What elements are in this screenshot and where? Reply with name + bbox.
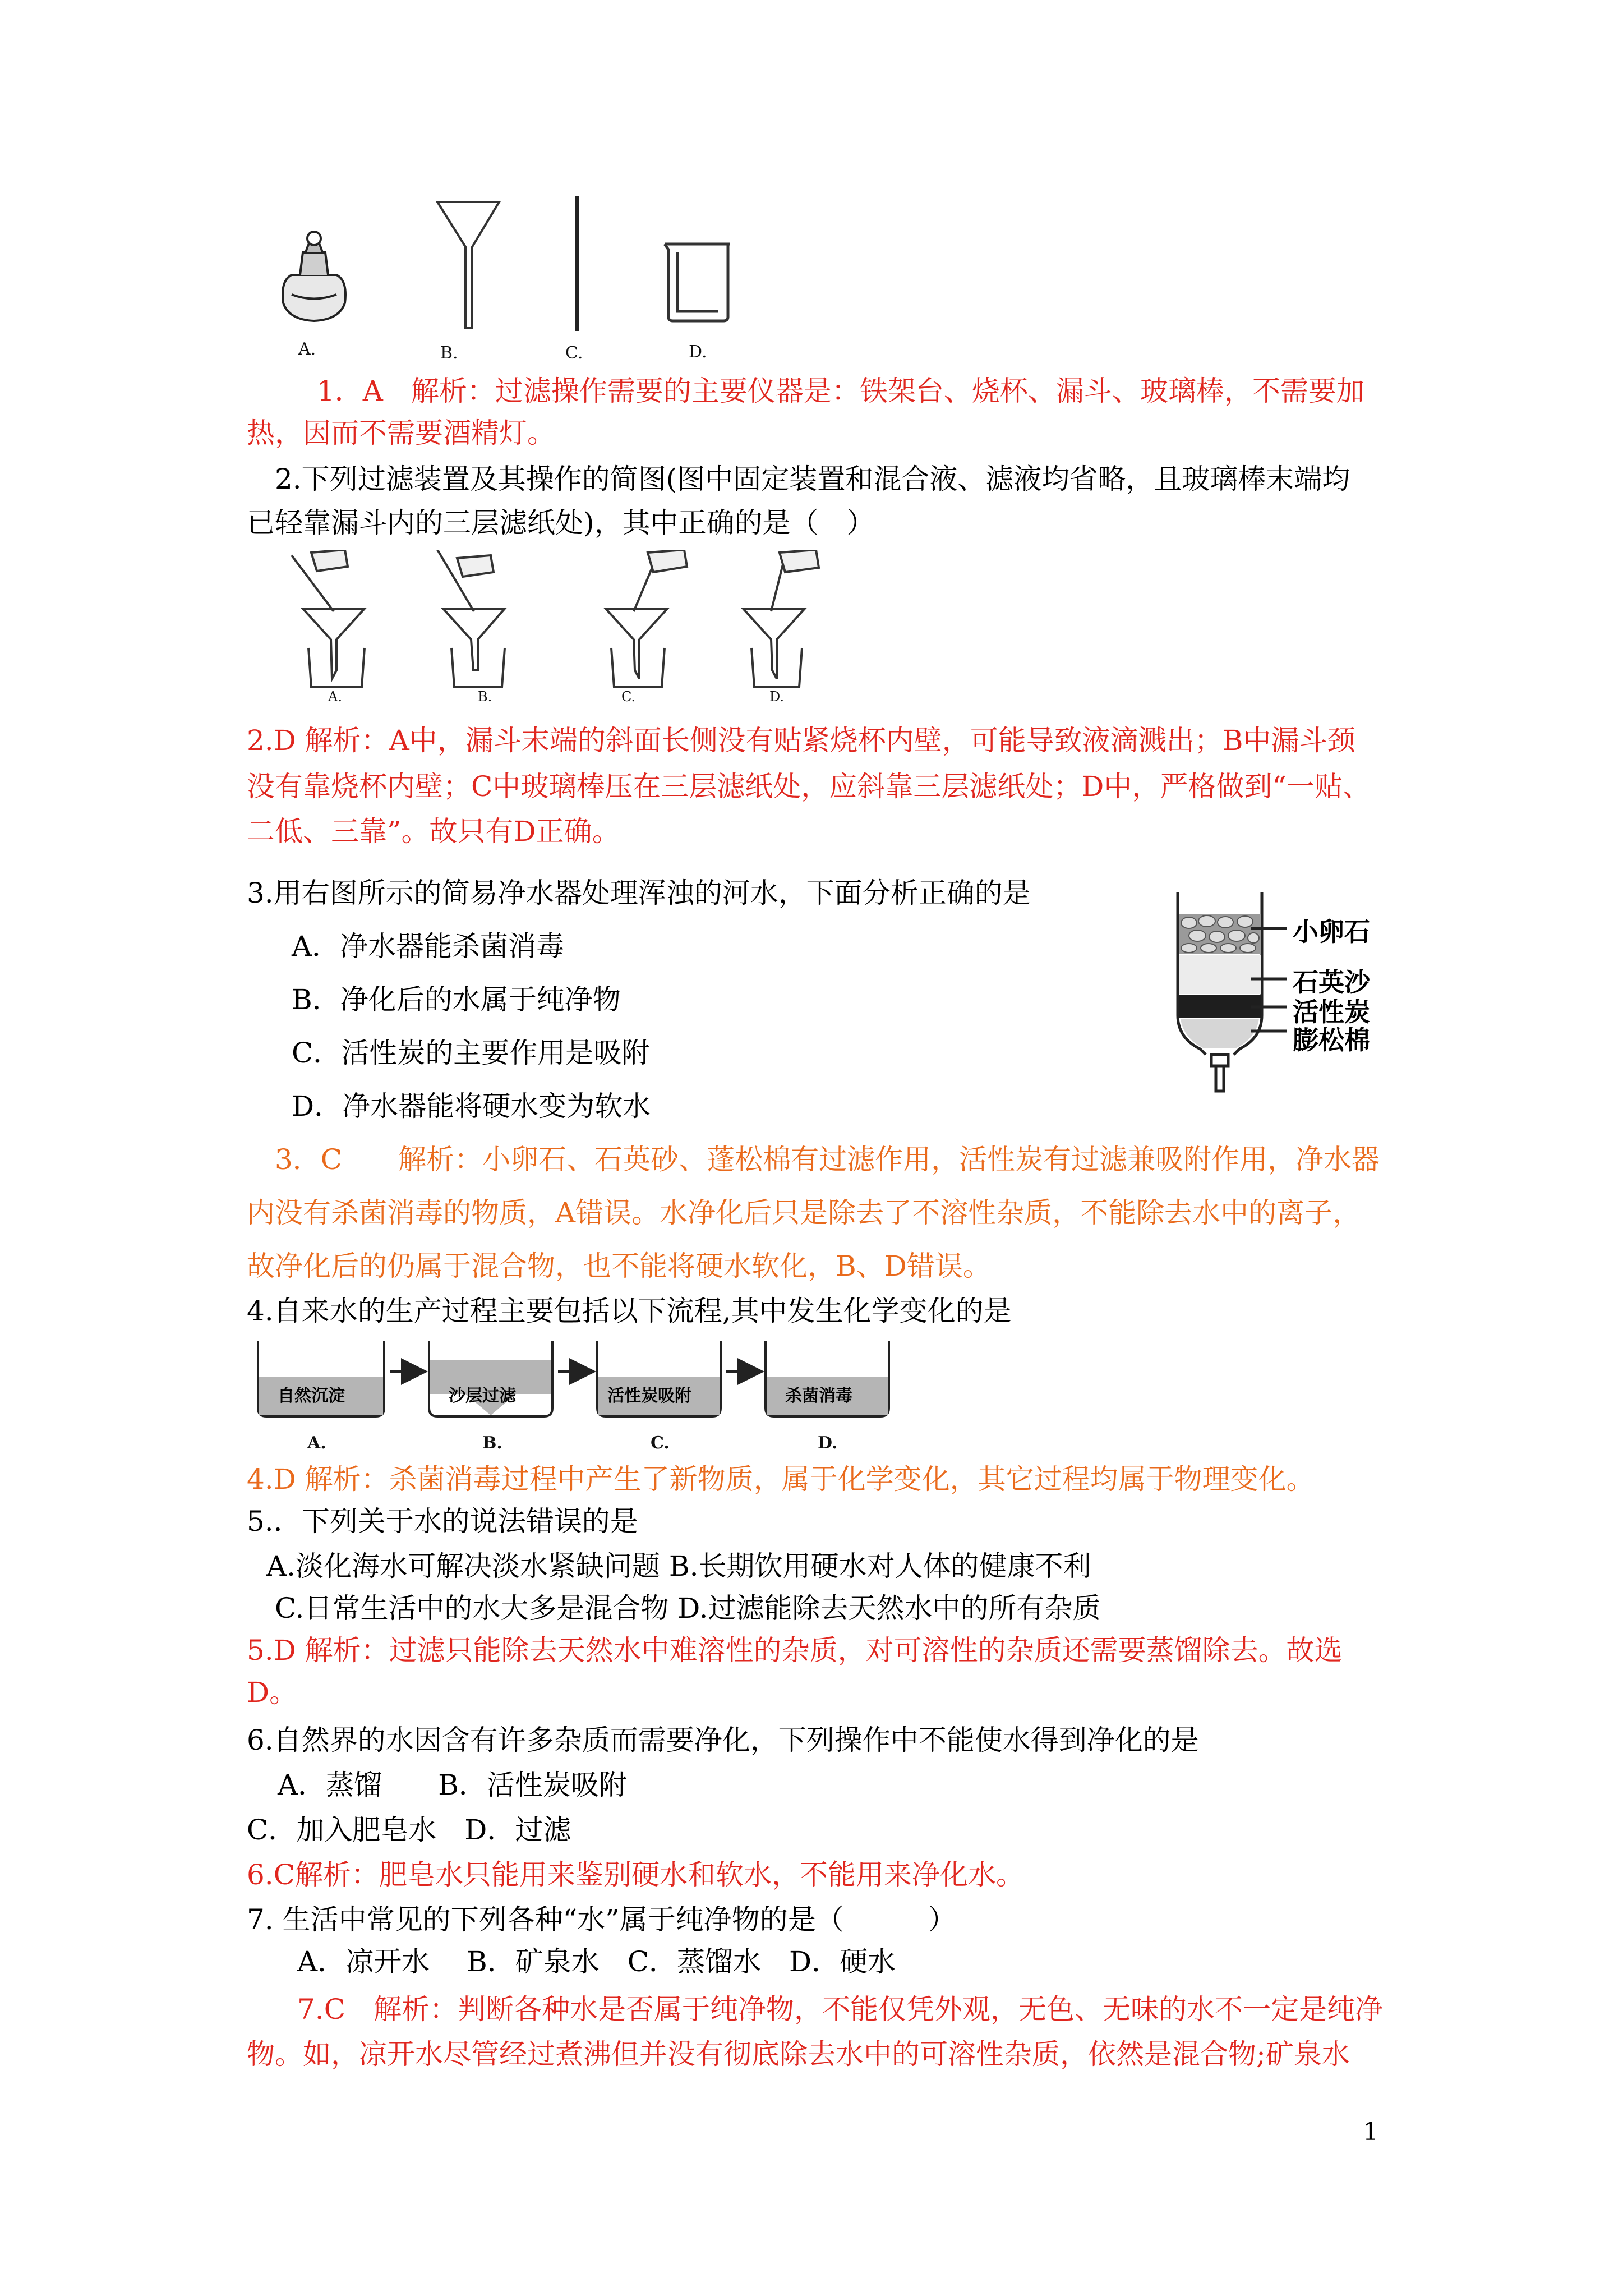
q2-answer-line-3: 二低、三靠”。故只有D正确。 [247,815,620,848]
figure-label-quartz-sand: 石英沙 [1293,967,1370,997]
q1-label-b: B. [440,343,458,363]
q1-label-c: C. [565,343,583,363]
q6-options-line-2: C．加入肥皂水 D．过滤 [247,1814,571,1846]
q4-label-d: D. [818,1433,838,1453]
q5-options-line-1: A.淡化海水可解决淡水紧缺问题 B.长期饮用硬水对人体的健康不利 [266,1550,1091,1582]
flow-step-carbon-adsorption: 活性炭吸附 [607,1386,691,1406]
beaker-icon [665,244,730,321]
q7-question: 7. 生活中常见的下列各种“水”属于纯净物的是（ ） [247,1903,956,1936]
q2-label-c: C. [621,689,636,705]
alcohol-lamp-icon [283,232,345,321]
q1-answer-line-1: 1．A 解析：过滤操作需要的主要仪器是：铁架台、烧杯、漏斗、玻璃棒，不需要加 [317,375,1364,407]
q3-option-b: B．净化后的水属于纯净物 [292,983,621,1016]
q2-label-a: A. [328,689,342,705]
q3-answer-line-1: 3．C 解析：小卵石、石英砂、蓬松棉有过滤作用，活性炭有过滤兼吸附作用，净水器 [275,1143,1380,1176]
filtration-setup-d [743,550,819,687]
q7-answer-line-1: 7.C 解析：判断各种水是否属于纯净物，不能仅凭外观，无色、无味的水不一定是纯净 [297,1993,1383,2026]
glass-rod-icon [575,196,579,331]
q5-answer-line-1: 5.D 解析：过滤只能除去天然水中难溶性的杂质，对可溶性的杂质还需要蒸馏除去。故选 [247,1634,1343,1667]
q6-question: 6.自然界的水因含有许多杂质而需要净化，下列操作中不能使水得到净化的是 [247,1724,1199,1756]
q7-answer-line-2: 物。如，凉开水尽管经过煮沸但并没有彻底除去水中的可溶性杂质，依然是混合物;矿泉水 [247,2038,1350,2070]
flow-step-sand-filtration: 沙层过滤 [449,1386,516,1406]
q2-answer-line-1: 2.D 解析：A中，漏斗末端的斜面长侧没有贴紧烧杯内壁，可能导致液滴溅出；B中漏斗颈 [247,724,1355,757]
q3-answer-line-2: 内没有杀菌消毒的物质，A错误。水净化后只是除去了不溶性杂质，不能除去水中的离子， [247,1197,1361,1229]
filtration-setup-b [437,550,505,687]
q5-options-line-2: C.日常生活中的水大多是混合物 D.过滤能除去天然水中的所有杂质 [275,1592,1101,1625]
q4-label-b: B. [482,1433,502,1453]
q3-option-d: D．净水器能将硬水变为软水 [292,1090,651,1122]
q2-label-b: B. [478,689,492,705]
q4-answer: 4.D 解析：杀菌消毒过程中产生了新物质，属于化学变化，其它过程均属于物理变化。 [247,1463,1315,1496]
q5-question: 5.．下列关于水的说法错误的是 [247,1505,638,1538]
q6-options-line-1: A．蒸馏 B．活性炭吸附 [278,1769,627,1801]
q4-label-c: C. [651,1433,670,1453]
q6-answer: 6.C解析：肥皂水只能用来鉴别硬水和软水，不能用来净化水。 [247,1858,1024,1891]
q4-question: 4.自来水的生产过程主要包括以下流程,其中发生化学变化的是 [247,1295,1012,1327]
figure-label-cotton: 膨松棉 [1293,1025,1370,1055]
figure-label-activated-carbon: 活性炭 [1293,997,1370,1027]
q1-label-d: D. [689,342,707,362]
q3-option-c: C．活性炭的主要作用是吸附 [292,1037,650,1069]
q1-answer-line-2: 热，因而不需要酒精灯。 [247,417,555,449]
figure-label-pebbles: 小卵石 [1293,917,1370,947]
q2-filtration-figure [280,550,864,701]
q2-label-d: D. [769,689,785,705]
q3-answer-line-3: 故净化后的仍属于混合物，也不能将硬水软化，B、D错误。 [247,1250,991,1282]
page-number: 1 [1363,2118,1378,2146]
q7-options: A．凉开水 B．矿泉水 C．蒸馏水 D．硬水 [297,1945,896,1978]
filtration-setup-a [292,550,365,687]
q3-option-a: A．净水器能杀菌消毒 [292,930,565,963]
q5-answer-line-2: D。 [247,1676,298,1709]
q2-question-line-2: 已轻靠漏斗内的三层滤纸处)，其中正确的是（ ） [247,507,875,539]
filtration-setup-c [606,550,687,687]
flow-step-sedimentation: 自然沉淀 [278,1386,345,1406]
q4-label-a: A. [307,1433,326,1453]
q2-answer-line-2: 没有靠烧杯内壁；C中玻璃棒压在三层滤纸处，应斜靠三层滤纸处；D中，严格做到“一贴、 [247,770,1371,803]
flow-step-disinfection: 杀菌消毒 [785,1386,852,1406]
funnel-icon [437,202,499,328]
q3-question: 3.用右图所示的简易净水器处理浑浊的河水，下面分析正确的是 [247,877,1031,909]
q1-label-a: A. [298,339,316,359]
q2-question-line-1: 2.下列过滤装置及其操作的简图(图中固定装置和混合液、滤液均省略，且玻璃棒末端均 [275,463,1350,495]
